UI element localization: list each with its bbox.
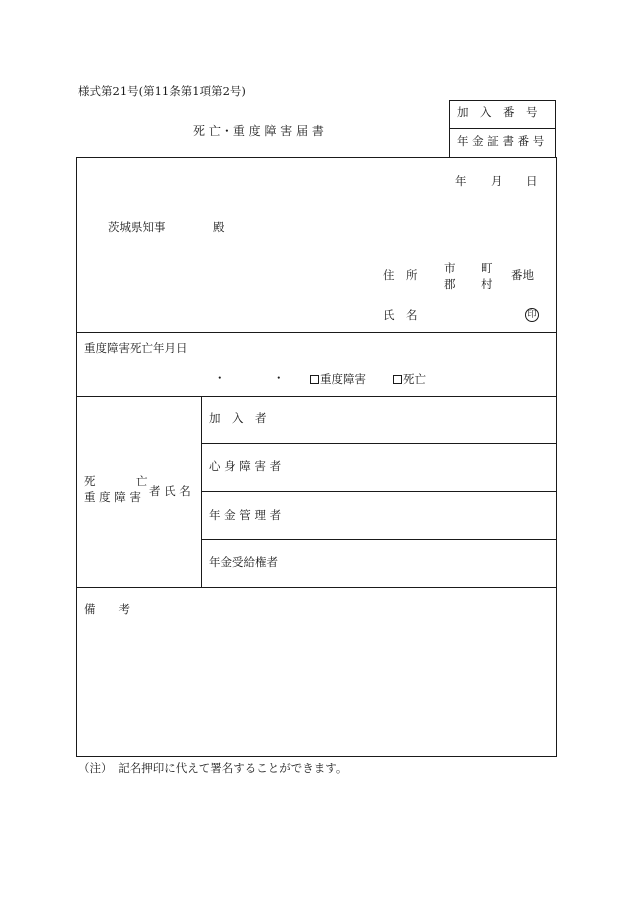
- side-label-death-2: 亡: [136, 474, 148, 488]
- side-label-death: 死: [84, 474, 96, 488]
- option-death[interactable]: [393, 374, 426, 386]
- divider-names-bottom: [76, 587, 557, 588]
- member-number-label: 加 入 番 号: [457, 105, 538, 119]
- addressee: 茨城県知事: [108, 220, 166, 234]
- form-frame: [76, 157, 557, 757]
- date-month: 月: [491, 174, 503, 188]
- id-box-divider: [449, 128, 556, 129]
- checkbox-death[interactable]: [393, 375, 402, 384]
- divider-address-bottom: [76, 332, 557, 333]
- option-death-label: 死亡: [403, 372, 426, 386]
- names-column-divider: [201, 396, 202, 587]
- checkbox-severe-disability[interactable]: [310, 375, 319, 384]
- death-disability-date-label: 重度障害死亡年月日: [84, 341, 188, 355]
- town-label: 町: [481, 261, 493, 275]
- address-label: 住 所: [383, 268, 418, 282]
- divider-names-2: [201, 491, 557, 492]
- seal-mark: 印: [525, 308, 539, 322]
- divider-names-3: [201, 539, 557, 540]
- date-separator-1: ・: [214, 371, 226, 385]
- village-label: 村: [481, 277, 493, 291]
- divider-names-1: [201, 443, 557, 444]
- side-label-disability: 重 度 障 害: [84, 490, 141, 504]
- side-label-person-name: 者 氏 名: [149, 484, 191, 498]
- name-label: 氏 名: [383, 308, 418, 322]
- city-label: 市: [444, 261, 456, 275]
- row-label-pension-manager: 年 金 管 理 者: [209, 508, 282, 522]
- lot-number-label: 番地: [511, 268, 534, 282]
- form-number: 様式第21号(第11条第1項第2号): [78, 84, 246, 98]
- form-title: 死 亡・重 度 障 害 届 書: [193, 124, 324, 138]
- divider-date-bottom: [76, 396, 557, 397]
- county-label: 郡: [444, 277, 456, 291]
- option-severe-disability[interactable]: [310, 374, 366, 386]
- footnote: （注） 記名押印に代えて署名することができます。: [78, 761, 348, 775]
- date-day: 日: [526, 174, 538, 188]
- pension-cert-number-label: 年 金 証 書 番 号: [457, 134, 545, 148]
- date-year: 年: [455, 174, 467, 188]
- row-label-pension-beneficiary: 年金受給権者: [209, 555, 278, 569]
- honorific: 殿: [213, 220, 225, 234]
- option-severe-disability-label: 重度障害: [320, 372, 366, 386]
- date-separator-2: ・: [273, 371, 285, 385]
- remarks-label: 備 考: [84, 602, 130, 616]
- row-label-disabled-person: 心 身 障 害 者: [209, 459, 282, 473]
- row-label-member: 加 入 者: [209, 411, 267, 425]
